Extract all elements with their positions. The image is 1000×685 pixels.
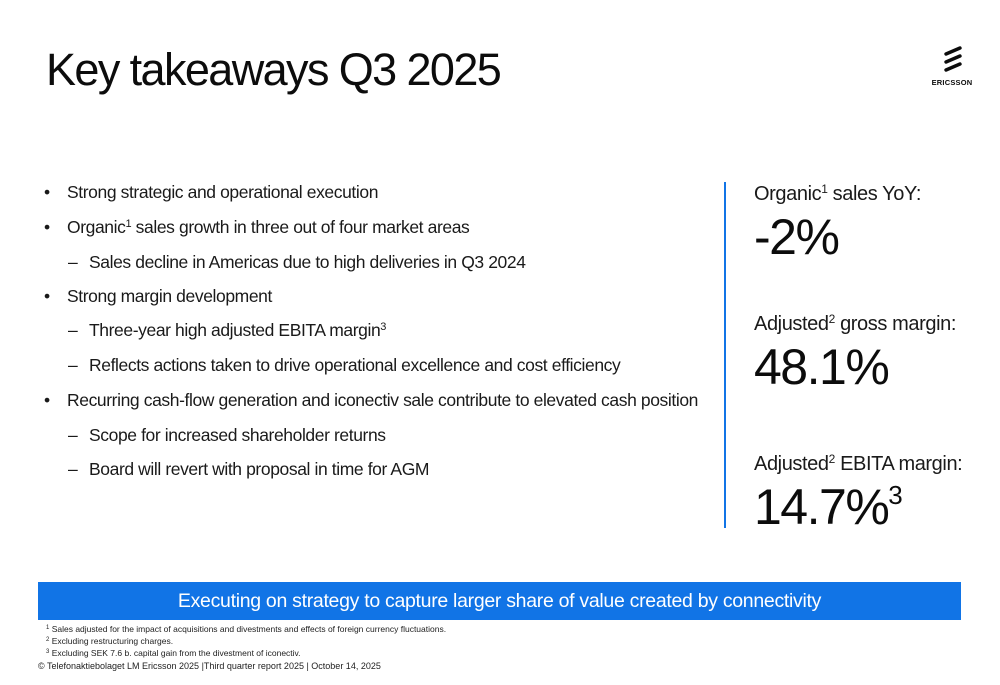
bullet-text: Organic$^1$ sales growth in three out of four market areas [67,217,470,237]
dash-marker: – [68,355,78,375]
bullet-text: Scope for increased shareholder returns [89,425,386,445]
bullet-marker: • [44,286,50,306]
bullet-text: Strong margin development [67,286,272,306]
dash-marker: – [68,252,78,272]
footnote-ref: 3 [380,321,386,333]
bullet-text: Board will revert with proposal in time for AGM [89,459,430,479]
footnote: $^2$ Excluding restructuring charges. [46,636,174,646]
bullet-marker: • [44,182,50,202]
kpi-label: Organic$^1$ sales YoY: [754,182,921,205]
dash-marker: – [68,459,78,479]
copyright-line: © Telefonaktiebolaget LM Ericsson 2025 |Third quarter report 2025 | October 14, 2025 [38,661,381,671]
kpi-value: -2% [754,209,839,265]
bullet-text: Strong strategic and operational execution [67,182,379,202]
slide-title: Key takeaways Q3 2025 [46,44,501,95]
footnote: $^3$ Excluding SEK 7.6 b. capital gain from the divestment of iconectiv. [46,648,301,658]
kpi-value: 48.1% [754,339,889,395]
bullet-marker: • [44,390,50,410]
ericsson-logo-icon [944,46,962,72]
kpi-organic-sales [754,182,921,266]
logo-wordmark: ERICSSON [931,78,973,87]
kpi-label: Adjusted$^2$ EBITA margin: [754,452,963,475]
bullet-text: Reflects actions taken to drive operational excellence and cost efficiency [89,355,621,375]
bullet-text: Sales decline in Americas due to high deliveries in Q3 2024 [89,252,526,272]
kpi-label: Adjusted$^2$ gross margin: [754,312,957,335]
strategy-banner: Executing on strategy to capture larger share of value created by connectivity [38,582,961,620]
bullet-text: Three-year high adjusted EBITA margin$^3$ [89,320,386,340]
dash-marker: – [68,425,78,445]
dash-marker: – [68,320,78,340]
footnote-ref: 1 [125,218,132,230]
vertical-divider [724,182,726,528]
bullet-marker: • [44,217,50,237]
kpi-ebita-margin [754,452,962,536]
kpi-gross-margin [754,312,956,396]
footnote: $^1$ Sales adjusted for the impact of acquisitions and divestments and effects of foreign currency fluctuations. [46,624,447,634]
footnotes [46,623,446,659]
footnote-ref: 3 [888,480,902,510]
kpi-value: 14.7%$^3$ [754,479,902,535]
ericsson-logo [928,44,976,92]
bullet-text: Recurring cash-flow generation and iconectiv sale contribute to elevated cash position [67,390,698,410]
